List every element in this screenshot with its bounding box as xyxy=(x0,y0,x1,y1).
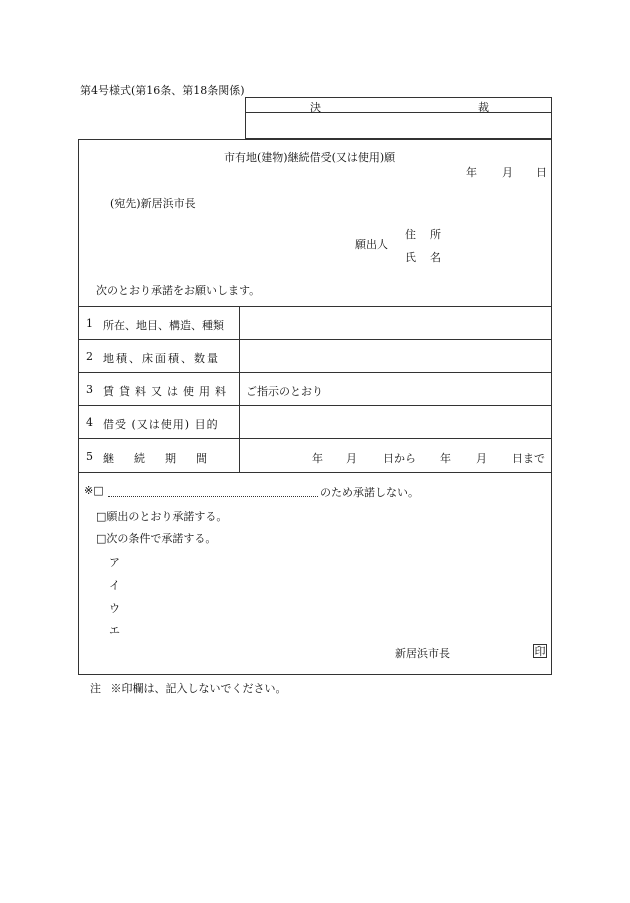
period-month-start: 月 xyxy=(346,452,357,465)
name-label-1: 氏 xyxy=(405,251,416,264)
period-day-end: 日まで xyxy=(512,452,545,465)
conditional-option: □次の条件で承諾する。 xyxy=(96,532,217,545)
seal-box: 印 xyxy=(534,645,546,658)
row-value: ご指示のとおり xyxy=(246,385,323,398)
approval-char-2: 裁 xyxy=(478,101,489,114)
addressee: (宛先)新居浜市長 xyxy=(110,197,196,210)
main-form xyxy=(78,139,552,675)
period-month-end: 月 xyxy=(476,452,487,465)
table-row xyxy=(86,450,93,463)
row-label: 継続期間 xyxy=(103,452,227,465)
address-label-2: 所 xyxy=(430,228,441,241)
form-title: 市有地(建物)継続借受(又は使用)願 xyxy=(224,151,396,164)
date-day: 日 xyxy=(536,166,547,179)
decision-mark: ※□ xyxy=(84,484,104,497)
table-row xyxy=(86,383,93,396)
period-day-start: 日から xyxy=(383,452,416,465)
row-number: 5 xyxy=(86,450,93,463)
table-row xyxy=(86,416,93,429)
period-year-end: 年 xyxy=(440,452,451,465)
date-month: 月 xyxy=(502,166,513,179)
condition-u: ウ xyxy=(109,602,120,615)
address-label-1: 住 xyxy=(405,228,416,241)
row-label: 賃貸料又は使用料 xyxy=(103,385,231,398)
row-number: 3 xyxy=(86,383,93,396)
form-number: 第4号様式(第16条、第18条関係) xyxy=(80,84,245,97)
approve-option: □願出のとおり承諾する。 xyxy=(96,510,228,523)
name-label xyxy=(405,249,441,265)
approval-char-1: 決 xyxy=(310,101,321,114)
row-number: 4 xyxy=(86,416,93,429)
table-row xyxy=(86,317,93,330)
table-row xyxy=(86,350,93,363)
applicant-label: 願出人 xyxy=(355,238,388,251)
footer-note: 注 ※印欄は、記入しないでください。 xyxy=(90,682,287,695)
reject-suffix: のため承諾しない。 xyxy=(320,486,419,499)
row-label: 所在、地目、構造、種類 xyxy=(103,319,224,332)
date-year: 年 xyxy=(466,166,477,179)
reason-blank xyxy=(108,496,318,497)
condition-e: エ xyxy=(109,624,120,637)
approval-box xyxy=(245,97,552,139)
row-label: 借受 (又は使用) 目的 xyxy=(103,418,219,431)
row-label: 地積、床面積、数量 xyxy=(103,352,220,365)
name-label-2: 名 xyxy=(430,251,441,264)
request-text: 次のとおり承諾をお願いします。 xyxy=(96,284,261,297)
address-label xyxy=(405,226,441,242)
period-year-start: 年 xyxy=(312,452,323,465)
row-number: 1 xyxy=(86,317,93,330)
condition-i: イ xyxy=(109,579,120,592)
row-number: 2 xyxy=(86,350,93,363)
condition-a: ア xyxy=(109,556,120,569)
mayor-signature: 新居浜市長 xyxy=(395,647,450,660)
